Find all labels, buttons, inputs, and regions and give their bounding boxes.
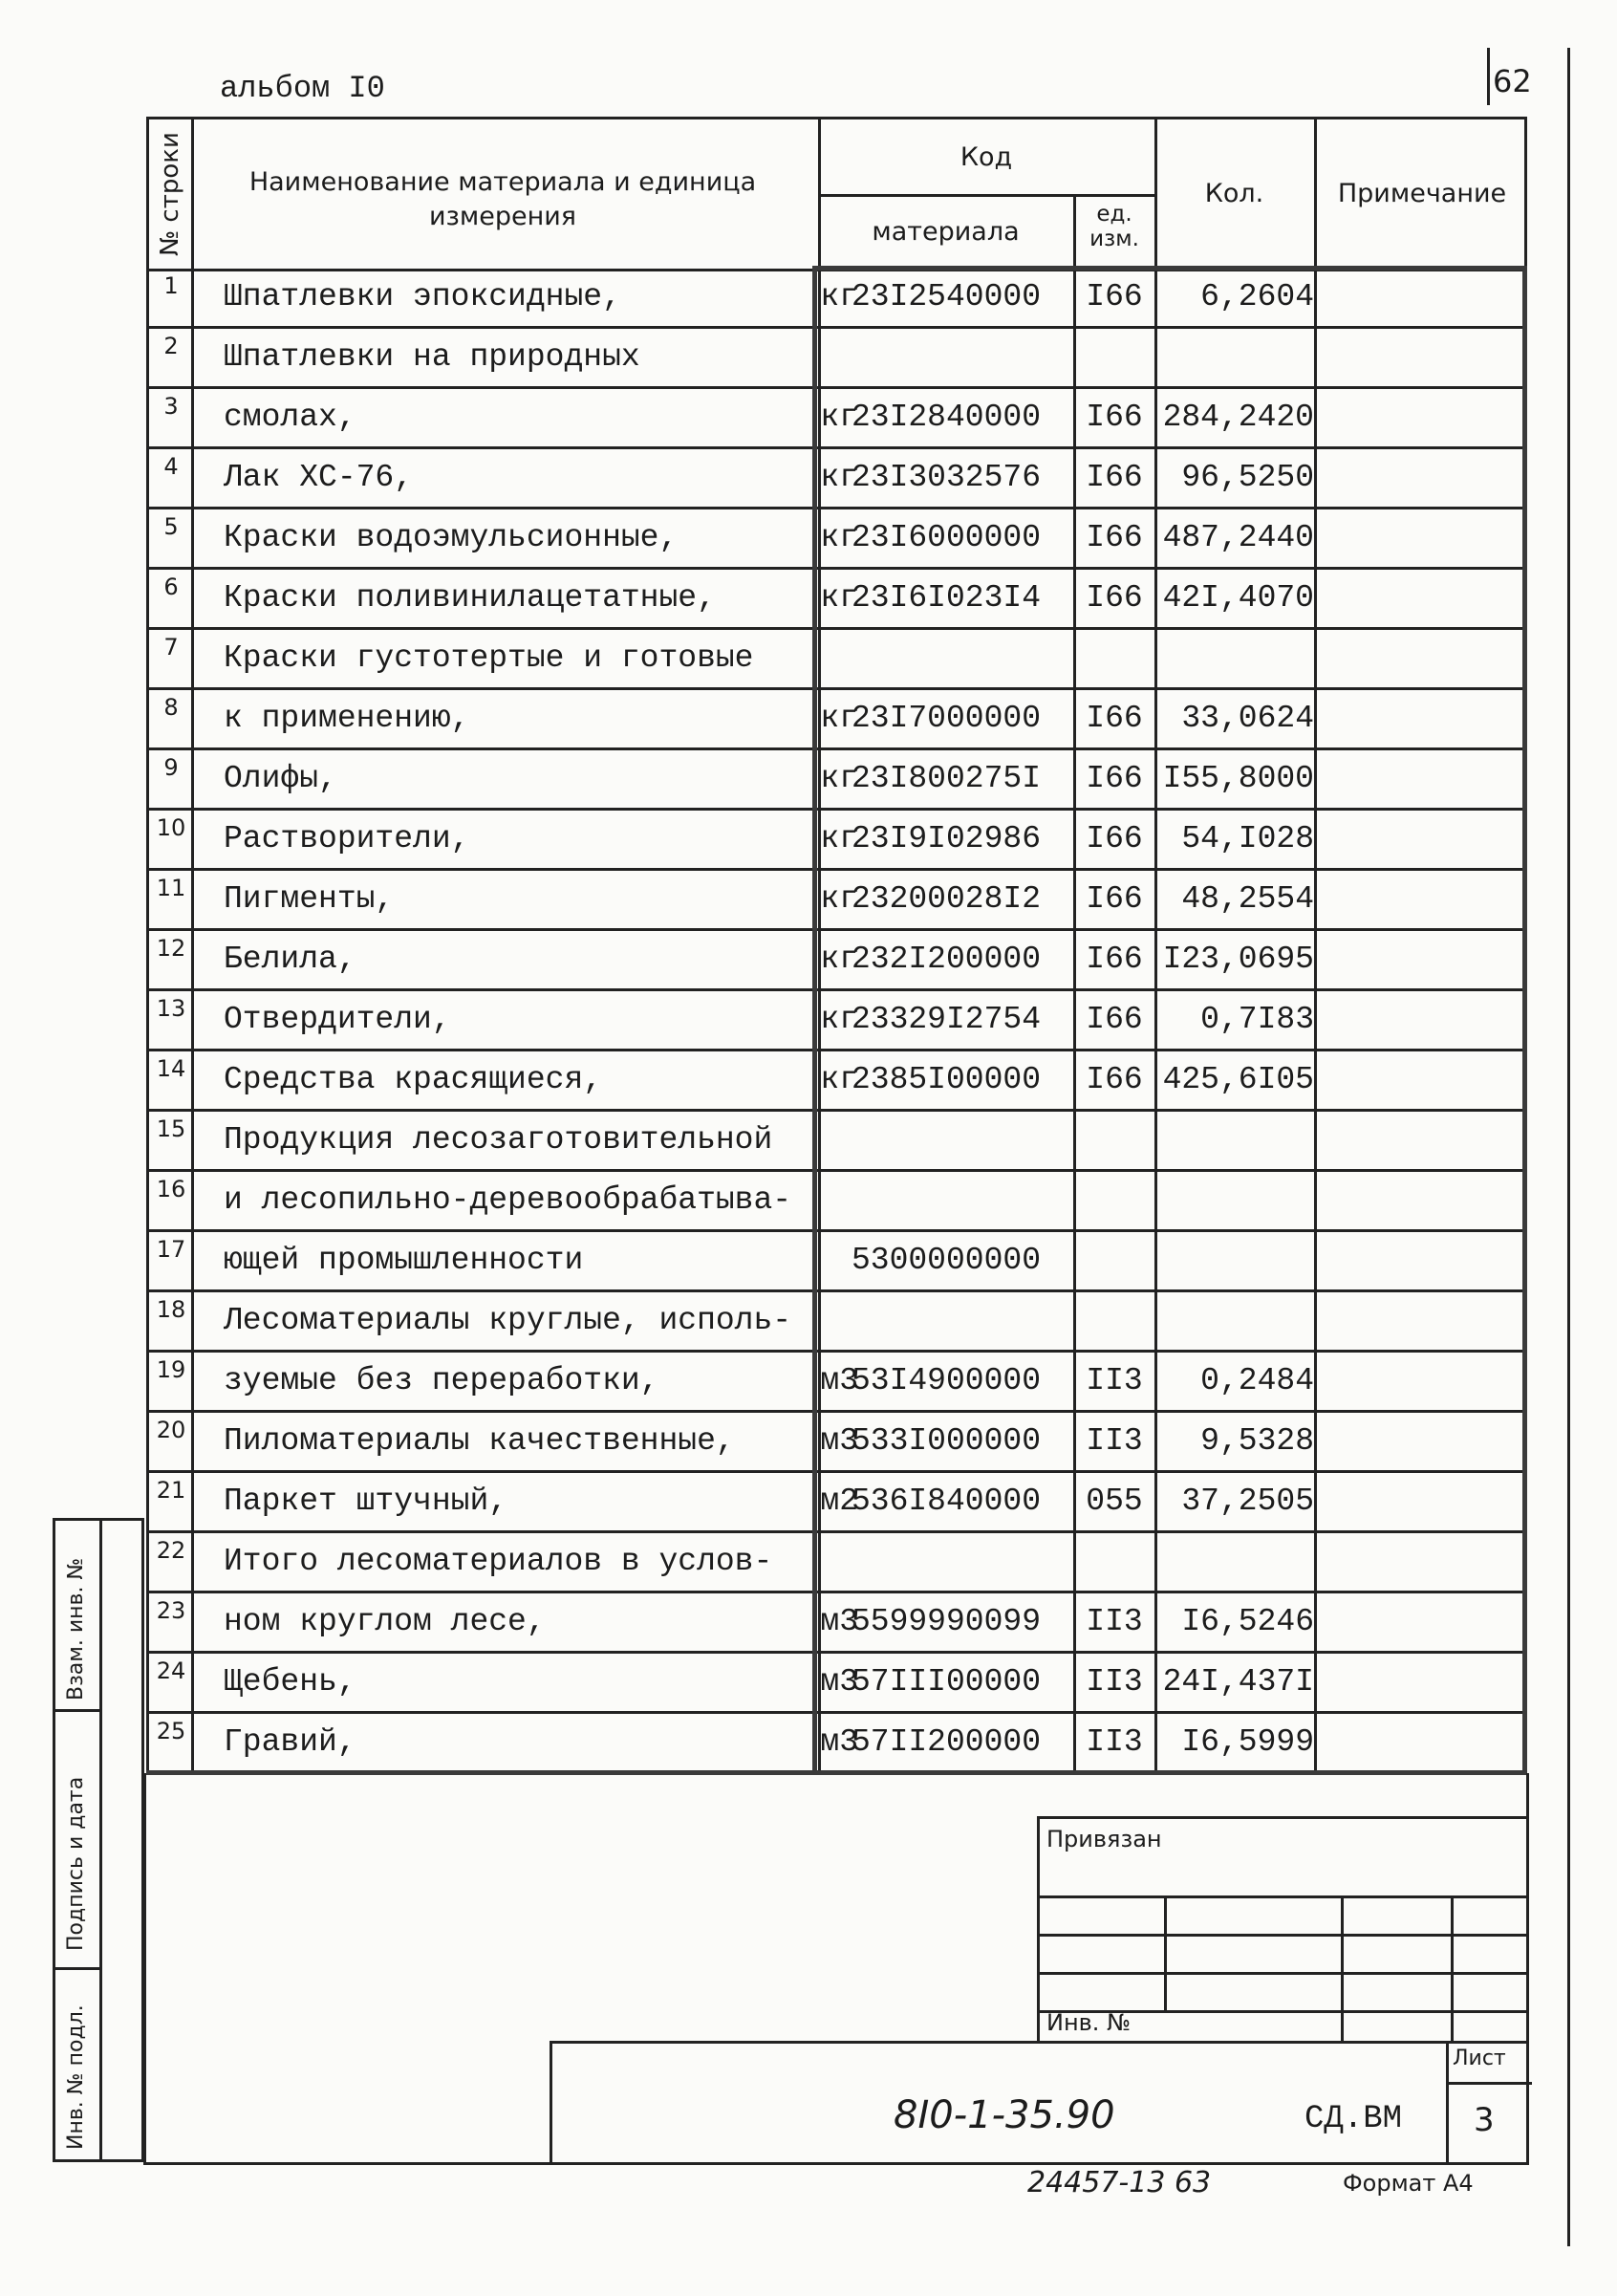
quantity-value: 0,2484 (1200, 1363, 1314, 1398)
material-code: 57III00000 (851, 1664, 1042, 1700)
table-row (149, 570, 1524, 630)
tb-doc-code: 8I0-1-35.90 (894, 2093, 1115, 2137)
quantity-value: I23,0695 (1162, 942, 1314, 977)
unit-code: 055 (1086, 1484, 1143, 1519)
material-code: 23329I2754 (851, 1002, 1042, 1037)
tb-inv-no: Инв. № (1046, 2009, 1132, 2036)
row-number: 4 (163, 453, 179, 480)
unit-label: кг (820, 701, 858, 736)
row-number: 17 (156, 1236, 186, 1263)
table-row (149, 1172, 1524, 1232)
unit-label: м2 (820, 1484, 858, 1519)
table-row (149, 449, 1524, 509)
material-code: 23I7000000 (851, 701, 1042, 736)
unit-label: м3 (820, 1724, 858, 1760)
material-name: Гравий, (224, 1724, 356, 1760)
unit-code: I66 (1086, 1002, 1143, 1037)
material-name: Белила, (224, 942, 356, 977)
side-cell-inv-podl (55, 1970, 99, 2159)
material-name: Паркет штучный, (224, 1484, 508, 1519)
row-number: 11 (156, 875, 186, 901)
material-name: Пиломатериалы качественные, (224, 1423, 735, 1459)
right-frame-line (1567, 48, 1570, 2246)
material-name: Краски водоэмульсионные, (224, 520, 679, 555)
quantity-value: 33,0624 (1181, 701, 1314, 736)
row-number: 18 (156, 1296, 186, 1323)
row-number: 14 (156, 1055, 186, 1082)
quantity-value: 425,6I05 (1162, 1062, 1314, 1097)
tb-list-value: 3 (1474, 2101, 1495, 2139)
material-code: 23I6000000 (851, 520, 1042, 555)
header-code-unit: ед. изм. (1089, 202, 1139, 251)
unit-code: I66 (1086, 942, 1143, 977)
unit-code: I66 (1086, 279, 1143, 314)
material-name: Краски поливинилацетатные, (224, 580, 716, 616)
header-code-material: материала (872, 217, 1020, 247)
side-strip-divider (99, 1521, 102, 2159)
tb-line (1040, 1934, 1529, 1937)
header-code: Код (959, 142, 1013, 172)
side-label-podpis: Подпись и дата (64, 1776, 88, 1951)
unit-code: I66 (1086, 460, 1143, 495)
header-divider (818, 194, 1154, 197)
unit-code: I66 (1086, 701, 1143, 736)
material-code: 23I6I023I4 (851, 580, 1042, 616)
quantity-value: 24I,437I (1162, 1664, 1314, 1700)
material-name: Шпатлевки на природных (224, 339, 640, 375)
row-number: 23 (156, 1597, 186, 1624)
material-code: 232I200000 (851, 942, 1042, 977)
row-number: 24 (156, 1657, 186, 1684)
quantity-value: 6,2604 (1200, 279, 1314, 314)
quantity-value: I6,5246 (1181, 1604, 1314, 1639)
unit-code: II3 (1086, 1604, 1143, 1639)
unit-label: м3 (820, 1363, 858, 1398)
unit-label: кг (820, 400, 858, 435)
unit-label: кг (820, 942, 858, 977)
unit-code: II3 (1086, 1423, 1143, 1459)
material-name: Отвердители, (224, 1002, 451, 1037)
side-cell-vzam (55, 1521, 99, 1712)
tb-doc-suffix: СД.ВМ (1304, 2101, 1403, 2137)
page-number: 62 (1493, 63, 1532, 99)
material-code: 23I2540000 (851, 279, 1042, 314)
table-row (149, 329, 1524, 389)
row-number: 3 (163, 393, 179, 420)
unit-label: кг (820, 881, 858, 917)
header-row-number: № строки (156, 132, 184, 256)
row-number: 21 (156, 1477, 186, 1504)
unit-code: I66 (1086, 1062, 1143, 1097)
material-code: 5300000000 (851, 1243, 1042, 1278)
table-row (149, 931, 1524, 991)
table-row (149, 1714, 1524, 1775)
material-name: зуемые без переработки, (224, 1363, 659, 1398)
material-name: Пигменты, (224, 881, 395, 917)
row-number: 5 (163, 513, 179, 540)
material-name: Средства красящиеся, (224, 1062, 603, 1097)
side-cell-podpis (55, 1712, 99, 1970)
material-code: 23200028I2 (851, 881, 1042, 917)
row-number: 19 (156, 1356, 186, 1383)
quantity-value: 9,5328 (1200, 1423, 1314, 1459)
row-number: 12 (156, 935, 186, 962)
header-quantity: Кол. (1204, 179, 1264, 208)
unit-code: I66 (1086, 520, 1143, 555)
side-label-inv-podl: Инв. № подл. (64, 2004, 88, 2150)
side-margin-strip (53, 1518, 144, 2162)
material-code: 53I4900000 (851, 1363, 1042, 1398)
material-name: Краски густотертые и готовые (224, 640, 754, 676)
unit-code: I66 (1086, 761, 1143, 796)
row-number: 13 (156, 995, 186, 1022)
unit-code: I66 (1086, 881, 1143, 917)
unit-code: I66 (1086, 400, 1143, 435)
tb-col (1341, 1895, 1344, 2044)
unit-label: кг (820, 761, 858, 796)
quantity-value: 0,7I83 (1200, 1002, 1314, 1037)
table-row (149, 1112, 1524, 1172)
table-row (149, 1413, 1524, 1473)
row-number: 7 (163, 634, 179, 661)
header-note: Примечание (1337, 179, 1507, 208)
row-number: 22 (156, 1537, 186, 1564)
tb-line (1040, 1972, 1529, 1975)
material-name: Итого лесоматериалов в услов- (224, 1544, 773, 1579)
row-number: 6 (163, 574, 179, 600)
material-name: и лесопильно-деревообрабатыва- (224, 1182, 792, 1218)
material-code: 536I840000 (851, 1484, 1042, 1519)
table-row (149, 509, 1524, 570)
unit-code: I66 (1086, 580, 1143, 616)
material-name: Растворители, (224, 821, 470, 856)
material-name: Продукция лесозаготовительной (224, 1122, 773, 1158)
quantity-value: I55,8000 (1162, 761, 1314, 796)
material-name: ющей промышленности (224, 1243, 584, 1278)
unit-code: II3 (1086, 1363, 1143, 1398)
unit-label: кг (820, 520, 858, 555)
quantity-value: 37,2505 (1181, 1484, 1314, 1519)
materials-table (146, 117, 1527, 1775)
quantity-value: 96,5250 (1181, 460, 1314, 495)
material-name: к применению, (224, 701, 470, 736)
tb-list-label: Лист (1453, 2047, 1506, 2070)
unit-code: II3 (1086, 1664, 1143, 1700)
unit-label: м3 (820, 1604, 858, 1639)
table-row (149, 991, 1524, 1051)
quantity-value: 54,I028 (1181, 821, 1314, 856)
unit-code: II3 (1086, 1724, 1143, 1760)
tb-line (1040, 1895, 1529, 1898)
unit-code: I66 (1086, 821, 1143, 856)
table-row (149, 871, 1524, 931)
row-number: 20 (156, 1417, 186, 1443)
row-number: 2 (163, 333, 179, 359)
side-label-vzam: Взам. инв. № (64, 1557, 88, 1700)
quantity-value: I6,5999 (1181, 1724, 1314, 1760)
table-row (149, 1654, 1524, 1714)
material-name: Щебень, (224, 1664, 356, 1700)
table-row (149, 1232, 1524, 1292)
material-code: 23I800275I (851, 761, 1042, 796)
table-row (149, 811, 1524, 871)
unit-label: кг (820, 1002, 858, 1037)
material-code: 533I000000 (851, 1423, 1042, 1459)
tb-col (1164, 1895, 1167, 2010)
row-number: 9 (163, 754, 179, 781)
header-name: Наименование материала и единица измерения (248, 167, 757, 231)
material-name: ном круглом лесе, (224, 1604, 546, 1639)
table-row (149, 269, 1524, 329)
table-row (149, 1593, 1524, 1654)
tb-col (1451, 1895, 1454, 2044)
table-row (149, 1533, 1524, 1593)
row-number: 10 (156, 814, 186, 841)
quantity-value: 48,2554 (1181, 881, 1314, 917)
material-code: 57II200000 (851, 1724, 1042, 1760)
quantity-value: 42I,4070 (1162, 580, 1314, 616)
row-number: 8 (163, 694, 179, 721)
table-row (149, 750, 1524, 811)
material-name: Шпатлевки эпоксидные, (224, 279, 621, 314)
tb-list-line (1446, 2082, 1532, 2085)
table-row (149, 1051, 1524, 1112)
row-number: 15 (156, 1116, 186, 1142)
material-name: Олифы, (224, 761, 337, 796)
material-name: Лесоматериалы круглые, исполь- (224, 1303, 792, 1338)
tb-privyazan: Привязан (1046, 1826, 1162, 1852)
table-row (149, 1473, 1524, 1533)
row-number: 25 (156, 1718, 186, 1744)
row-number: 16 (156, 1176, 186, 1202)
table-row (149, 389, 1524, 449)
quantity-value: 487,2440 (1162, 520, 1314, 555)
tb-list-col (1446, 2044, 1449, 2165)
unit-label: кг (820, 1062, 858, 1097)
table-row (149, 1292, 1524, 1353)
footer-format: Формат А4 (1343, 2170, 1474, 2197)
material-code: 5599990099 (851, 1604, 1042, 1639)
unit-label: кг (820, 821, 858, 856)
material-code: 2385I00000 (851, 1062, 1042, 1097)
material-name: смолах, (224, 400, 356, 435)
unit-label: м3 (820, 1423, 858, 1459)
footer-handwritten-number: 24457-13 63 (1027, 2166, 1212, 2199)
unit-label: кг (820, 279, 858, 314)
table-row (149, 690, 1524, 750)
table-row (149, 630, 1524, 690)
album-label: альбом I0 (220, 71, 385, 106)
material-code: 23I2840000 (851, 400, 1042, 435)
material-code: 23I3032576 (851, 460, 1042, 495)
material-name: Лак ХС-76, (224, 460, 414, 495)
unit-label: м3 (820, 1664, 858, 1700)
quantity-value: 284,2420 (1162, 400, 1314, 435)
unit-label: кг (820, 580, 858, 616)
unit-label: кг (820, 460, 858, 495)
table-row (149, 1353, 1524, 1413)
material-code: 23I9I02986 (851, 821, 1042, 856)
row-number: 1 (163, 272, 179, 299)
